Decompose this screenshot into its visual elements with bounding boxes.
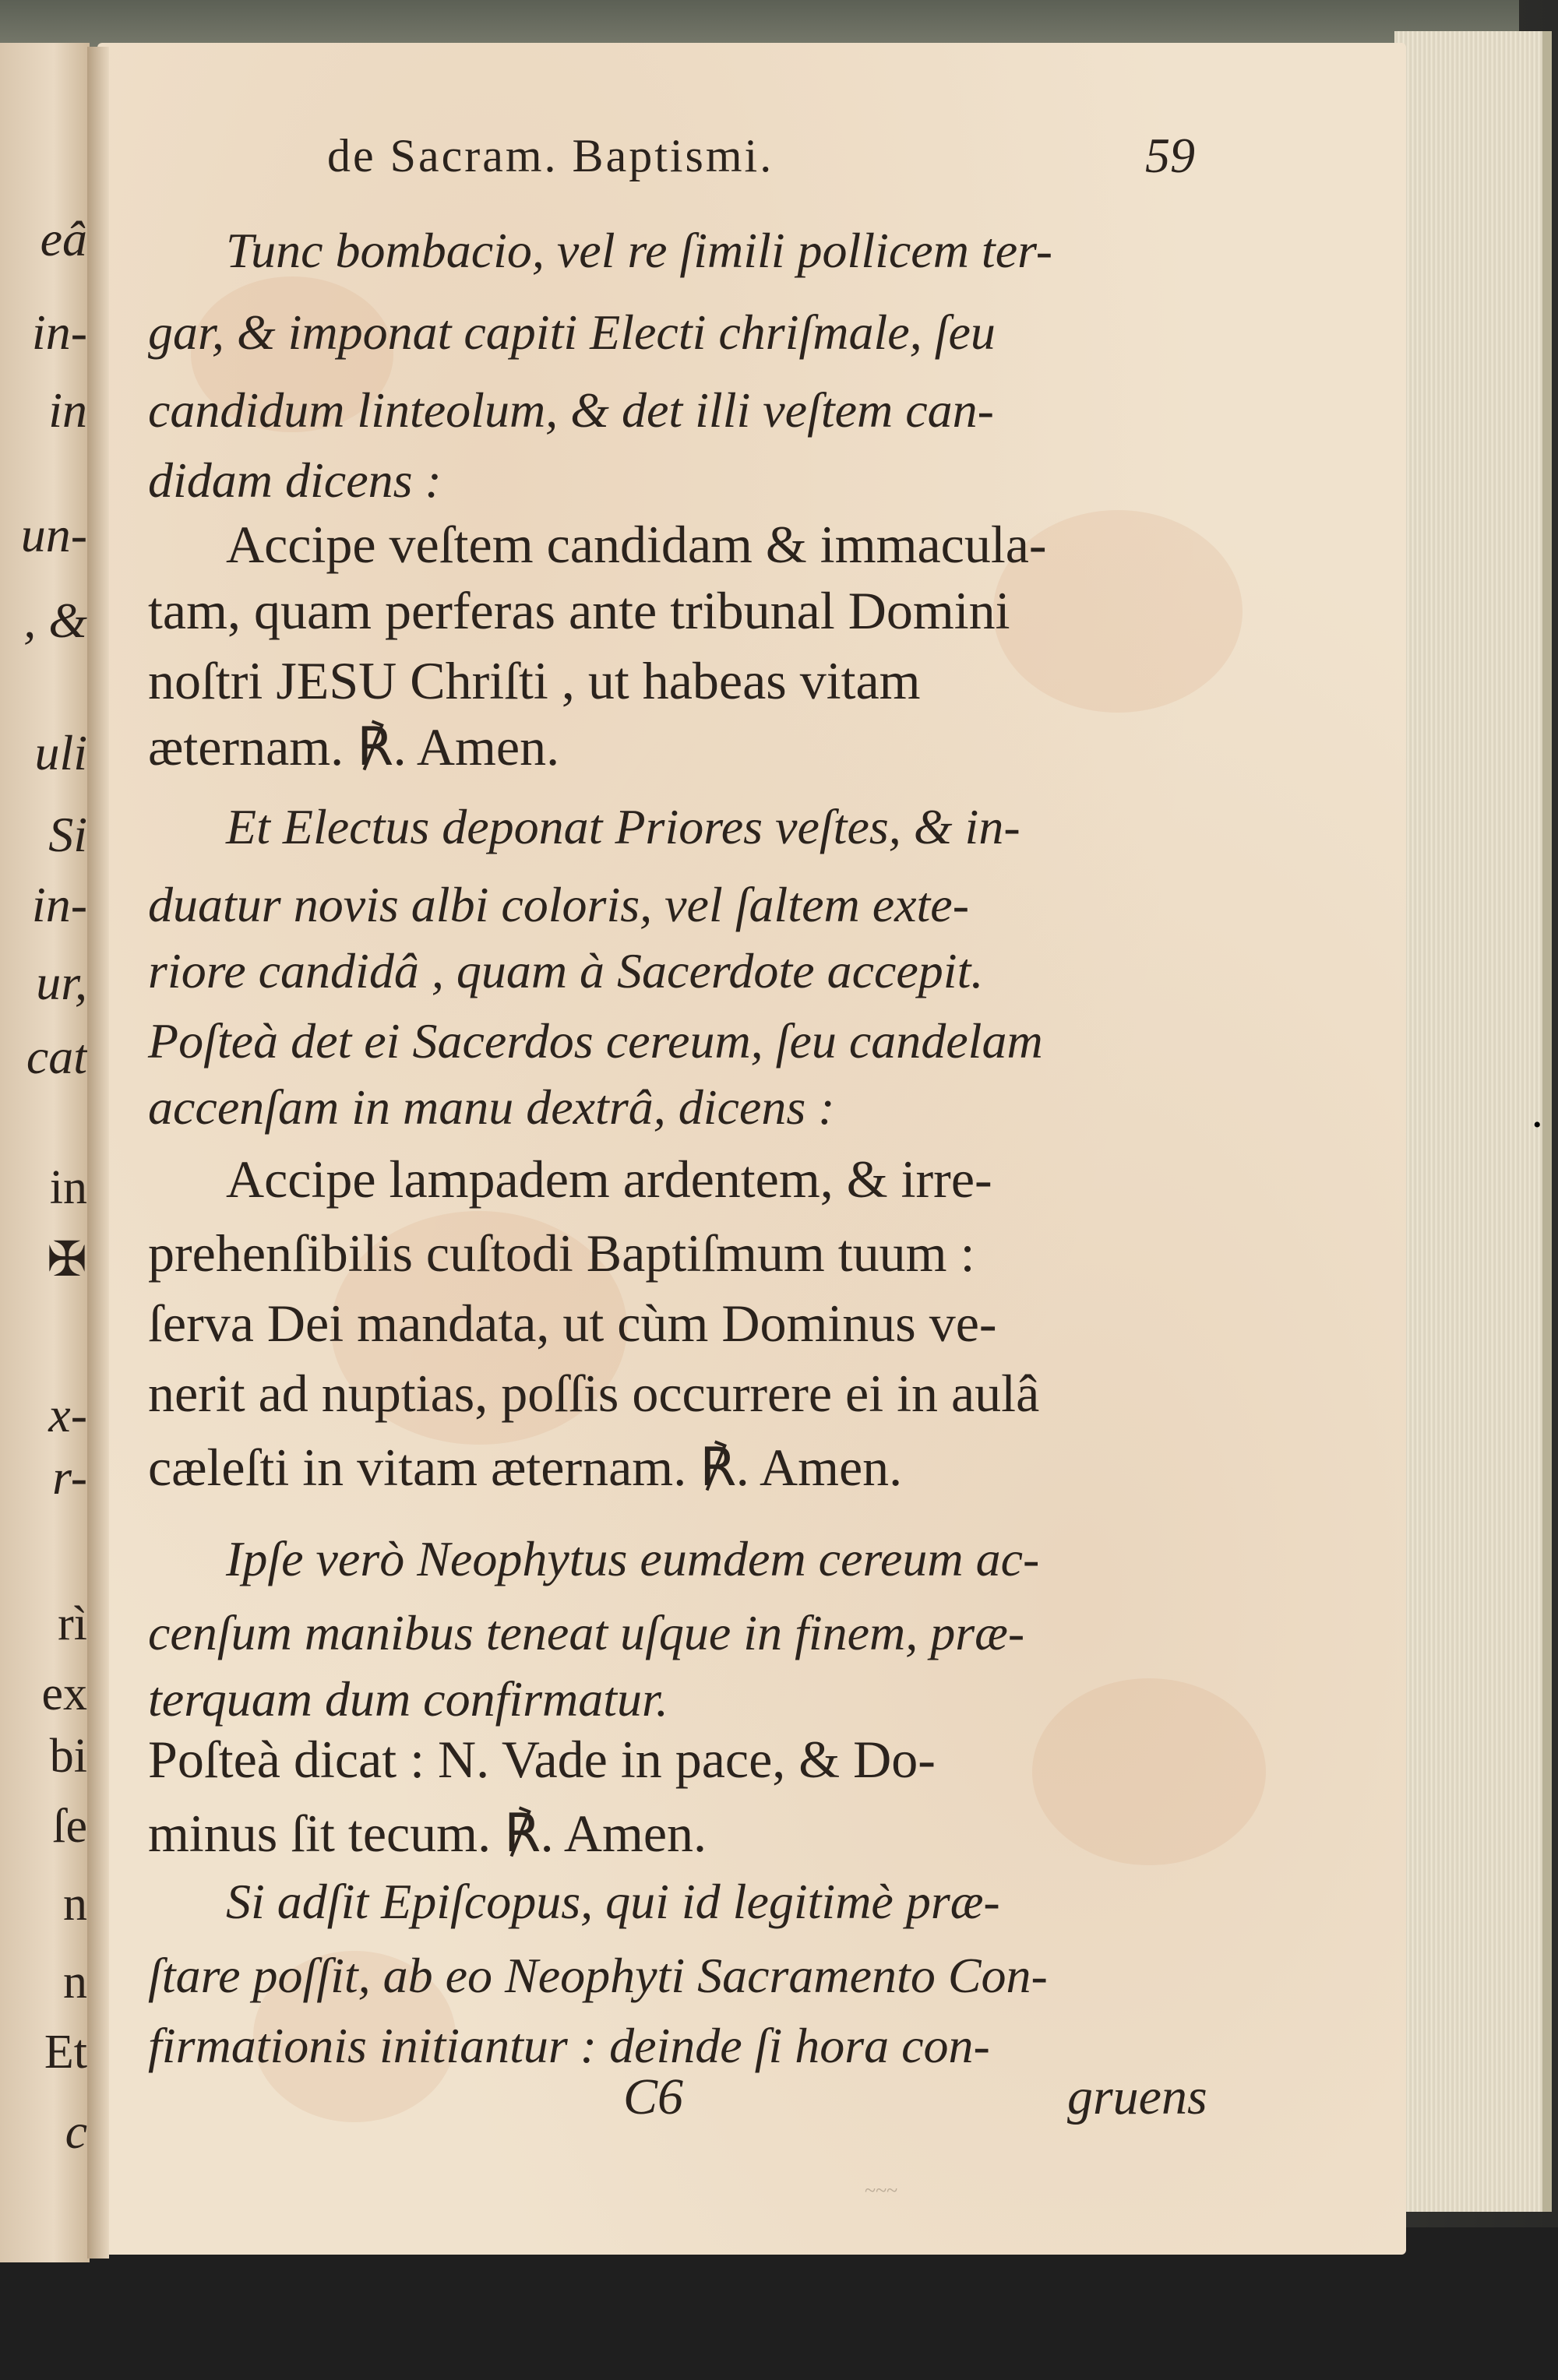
left-page-fragment: n (63, 1878, 87, 1931)
text-line: didam dicens : (148, 452, 442, 508)
text-line: cæleſti in vitam æternam. ℟. Amen. (148, 1438, 903, 1497)
text-line: minus ſit tecum. ℟. Amen. (148, 1804, 707, 1863)
text-line: prehenſibilis cuſtodi Baptiſmum tuum : (148, 1223, 975, 1283)
text-line: cenſum manibus teneat uſque in finem, præ- (148, 1605, 1025, 1660)
text-line: accenſam in manu dextrâ, dicens : (148, 1079, 835, 1135)
running-header: de Sacram. Baptismi. (327, 130, 774, 181)
text-line: nerit ad nuptias, poſſis occurrere ei in aulâ (148, 1364, 1040, 1423)
text-line: candidum linteolum, & det illi veſtem can- (148, 382, 994, 438)
left-page-fragment: c (65, 2104, 87, 2159)
text-line: ſerva Dei mandata, ut cùm Dominus ve- (148, 1294, 997, 1353)
left-page-fragment: n (63, 1956, 87, 2009)
text-line: terquam dum confirmatur. (148, 1671, 668, 1727)
left-page-fragment: Si (48, 807, 87, 862)
left-page-fragment: in (49, 1161, 87, 1214)
left-page-fragment: in (48, 382, 87, 438)
left-page-fragment: x- (48, 1387, 87, 1442)
left-page-fragment: bi (49, 1730, 87, 1783)
foxing-stain (1032, 1678, 1266, 1865)
left-page-fragment: un- (20, 507, 87, 562)
signature-mark: C6 (623, 2068, 684, 2125)
left-page-fragment: rì (58, 1597, 87, 1650)
gutter (87, 47, 109, 2259)
catchword: gruens (1067, 2068, 1207, 2125)
text-line: Poſteà dicat : N. Vade in pace, & Do- (148, 1730, 936, 1789)
text-line: æternam. ℟. Amen. (148, 717, 560, 776)
left-page-fragment: r- (52, 1449, 87, 1505)
text-line: Accipe lampadem ardentem, & irre- (226, 1150, 992, 1209)
left-page-fragment: eâ (40, 211, 87, 266)
text-line: Ipſe verò Neophytus eumdem cereum ac- (226, 1531, 1040, 1586)
text-line: tam, quam perferas ante tribunal Domini (148, 581, 1010, 640)
left-page-fragment: in- (31, 877, 87, 932)
edge-dot: • (1533, 1112, 1542, 1138)
text-line: gar, & imponat capiti Electi chriſmale, ſeu (148, 305, 996, 360)
left-page-fragment: ex (41, 1667, 87, 1720)
text-line: riore candidâ , quam à Sacerdote accepit. (148, 943, 984, 998)
text-line: duatur novis albi coloris, vel ſaltem exte- (148, 877, 969, 932)
text-line: Et Electus deponat Priores veſtes, & in- (226, 799, 1020, 854)
left-page-fragment: cat (26, 1029, 87, 1084)
left-page-fragment: ſe (52, 1800, 87, 1853)
left-page-fragment: , & (23, 593, 87, 648)
text-line: Tunc bombacio, vel re ſimili pollicem ter- (226, 223, 1053, 278)
page-fore-edge (1394, 31, 1552, 2212)
left-page-fragment: in- (31, 305, 87, 360)
ink-smudge: ~~~ (865, 2179, 898, 2202)
left-page-fragment: ✠ (47, 1234, 87, 1287)
text-line: Si adſit Epiſcopus, qui id legitimè præ- (226, 1874, 1000, 1929)
left-page-fragment: ur, (36, 955, 87, 1010)
left-page-fragment: uli (34, 725, 87, 780)
text-line: firmationis initiantur : deinde ſi hora con- (148, 2018, 990, 2073)
left-page-fragment: Et (44, 2026, 87, 2079)
text-line: Accipe veſtem candidam & immacula- (226, 515, 1047, 574)
text-line: Poſteà det ei Sacerdos cereum, ſeu candelam (148, 1013, 1043, 1069)
text-line: ſtare poſſit, ab eo Neophyti Sacramento Con- (148, 1948, 1048, 2003)
page-number: 59 (1145, 128, 1195, 183)
text-line: noſtri JESU Chriſti , ut habeas vitam (148, 651, 921, 710)
